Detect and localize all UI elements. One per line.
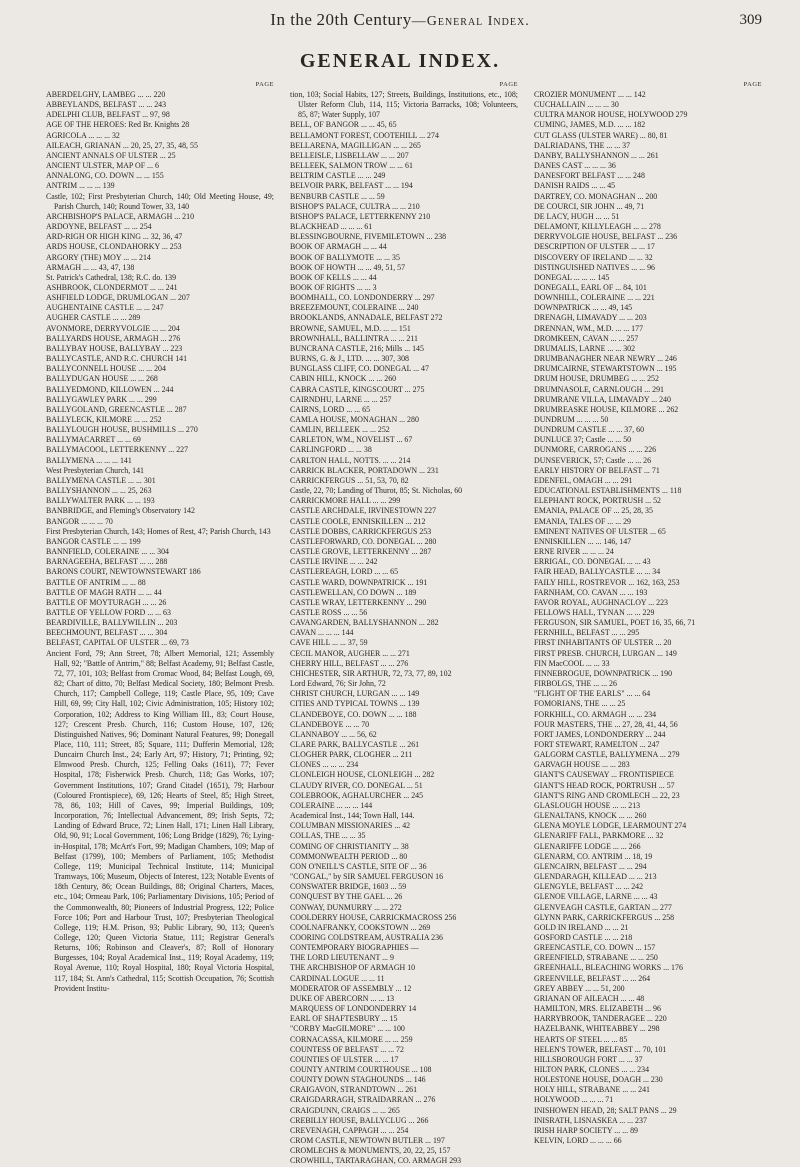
index-entry: ENNISKILLEN ... ... 146, 147 — [534, 536, 632, 546]
index-entry: BALLYWALTER PARK ... ... 193 — [46, 496, 155, 506]
index-entry: DRUM HOUSE, DRUMBEG ... ... 252 — [534, 374, 659, 384]
index-entry: FIRST PRESB. CHURCH, LURGAN ... 149 — [534, 648, 677, 658]
index-entry: CLARE PARK, BALLYCASTLE ... 261 — [290, 740, 420, 749]
index-entry: CARLINGFORD ... ... 38 — [290, 445, 372, 455]
index-entry: CREBILLY HOUSE, BALLYCLUG ... 266 — [290, 1115, 429, 1125]
index-entry: CONTEMPORARY BIOGRAPHIES — — [290, 943, 419, 953]
index-entry: GLENA MOYLE LODGE, LEARMOUNT 274 — [534, 821, 687, 831]
index-entry: COMING OF CHRISTIANITY ... 38 — [290, 841, 409, 851]
index-entry: BALLYMENA CASTLE ... ... 301 — [46, 475, 156, 485]
index-entry: CAVE HILL ... ... 37, 59 — [290, 638, 368, 648]
index-entry: BLACKHEAD ... ... ... 61 — [290, 222, 373, 232]
index-entry: BANBRIDGE, and Fleming's Observatory 142 — [46, 506, 195, 516]
index-entry: GREENCASTLE, CO. DOWN ... 157 — [534, 943, 656, 953]
index-entry: BALLYGOLAND, GREENCASTLE ... 287 — [46, 404, 187, 414]
index-entry: ARDS HOUSE, CLONDAHORKY ... 253 — [46, 242, 182, 252]
index-entry: BUNGLASS CLIFF, CO. DONEGAL ... 47 — [290, 364, 429, 374]
index-entry: CASTLE COOLE, ENNISKILLEN ... 212 — [290, 516, 426, 526]
index-entry: CARLTON HALL, NOTTS. ... ... 214 — [290, 455, 411, 465]
index-entry: BALLYBAY HOUSE, BALLYBAY ... 223 — [46, 343, 183, 353]
index-entry: FORKHILL, CO. ARMAGH ... ... 234 — [534, 709, 657, 719]
index-entry: CASTLEREAGH, LORD ... ... 65 — [290, 567, 399, 577]
index-entry: ELEPHANT ROCK, PORTRUSH ... 52 — [534, 496, 661, 506]
index-entry: BELVOIR PARK, BELFAST ... ... 194 — [290, 181, 413, 191]
index-entry: CASTLE WARD, DOWNPATRICK ... 191 — [290, 577, 428, 587]
index-entry: GREENFIELD, STRABANE ... ... 250 — [534, 953, 658, 963]
index-entry: HOLESTONE HOUSE, DOAGH ... 230 — [534, 1075, 663, 1085]
index-entry: First Presbyterian Church, 143; Homes of Rest, 47; Parish Church, 143 — [46, 526, 271, 536]
index-entry: EMINENT NATIVES OF ULSTER ... 65 — [534, 526, 666, 536]
index-entry: ABERDELGHY, LAMBEG ... ... 220 — [46, 90, 166, 99]
index-entry: AUGHER CASTLE ... ... 289 — [46, 313, 141, 323]
index-entry: ARCHBISHOP'S PALACE, ARMAGH ... 210 — [46, 211, 195, 221]
index-entry: BROOKLANDS, ANNADALE, BELFAST 272 — [290, 313, 443, 323]
index-entry: DRENAGH, LIMAVADY ... ... 203 — [534, 313, 647, 323]
index-entry: CASTLE ROSS ... ... 56 — [290, 607, 368, 617]
index-entry: COLLAS, THE ... ... 35 — [290, 831, 366, 841]
running-title — [0, 10, 800, 30]
index-entry: CORNACASSA, KILMORE ... ... 259 — [290, 1034, 413, 1044]
index-entry: CAVAN ... ... ... 144 — [290, 628, 354, 638]
index-entry: CASTLEWELLAN, CO DOWN ... 189 — [290, 587, 417, 597]
index-entry: CARRICK BLACKER, PORTADOWN ... 231 — [290, 465, 439, 475]
index-entry: DROMKEEN, CAVAN ... ... 257 — [534, 333, 639, 343]
index-entry: DESCRIPTION OF ULSTER ... ... 17 — [534, 242, 655, 252]
running-title-prefix: In the — [270, 10, 313, 29]
index-column-1 — [46, 80, 274, 1080]
index-entry: ASHFIELD LODGE, DRUMLOGAN ... 207 — [46, 293, 190, 303]
index-entry: "FLIGHT OF THE EARLS" ... ... 64 — [534, 689, 651, 699]
index-entry: GLENALTANS, KNOCK ... ... 260 — [534, 811, 647, 821]
index-entry: HILLSBOROUGH FORT ... ... 37 — [534, 1054, 643, 1064]
index-entry: GLENGYLE, BELFAST ... ... 242 — [534, 882, 644, 892]
index-entry: BALLYLOUGH HOUSE, BUSHMILLS ... 270 — [46, 425, 198, 435]
index-entry: EARL OF SHAFTESBURY ... 15 — [290, 1014, 398, 1024]
index-entry: COUNTIES OF ULSTER ... ... 17 — [290, 1054, 399, 1064]
index-entry: GREY ABBEY ... ... 51, 200 — [534, 983, 625, 993]
index-entry: BALLYARDS HOUSE, ARMAGH ... 276 — [46, 333, 181, 343]
index-entry: FELLOWS HALL, TYNAN ... ... 229 — [534, 607, 655, 617]
index-entry: DUNLUCE 37; Castle ... ... 50 — [534, 435, 632, 445]
index-entry: DRUMALIS, LARNE ... ... 302 — [534, 343, 636, 353]
index-entry: DONEGALL, EARL OF ... 84, 101 — [534, 282, 647, 292]
index-entry: GIANT'S RING AND CROMLECH ... 22, 23 — [534, 790, 680, 800]
page-number: 309 — [739, 12, 762, 28]
index-entry: CASTLE DOBBS, CARRICKFERGUS 253 — [290, 526, 432, 536]
index-entry: HEARTS OF STEEL ... ... 85 — [534, 1034, 628, 1044]
index-entry: GIANT'S CAUSEWAY ... FRONTISPIECE — [534, 770, 674, 780]
index-entry: ASHBROOK, CLONDERMOT ... ... 241 — [46, 282, 178, 292]
index-entry: FERGUSON, SIR SAMUEL, POET 16, 35, 66, 71 — [534, 618, 696, 628]
index-entry: Ancient Ford, 79; Ann Street, 78; Albert Memorial, 121; Assembly Hall, 92; "Battle of Antrim," 88; Belfast Academy, 91; Belfast Castle, 72, 77, 101, 103; Belfast from Cromac Wood, 84; Belfast Lough, 69, 82; Chart of ditto, 70; Belfast Medical Society, 180; Belmont Presb. Church, 117; Campbell College, 119; Castle Place, 95, 109; Cave Hill, 69, 99; City Hall, 102; Civic Administration, 105; History 102; Corporation, 102; Address to King William III., 83; Court House, 127; Crescent Presb. Church, 116; Custom House, 107, 126; Distinguished Natives, 96; Dominant Natural Features, 99; Donegall Place, 110, 111; Street, 85; Square, 111; Dufferin Memorial, 128; Duncairn Church Inst., 24; Early Art, 97; History, 71; Printing, 92; Elmwood Presb. Church, 125; Felling Oaks (1611), 77; Fever Hospital, 178; Fisherwick Presb. Church, 118; Gas Works, 107; Government Institutions, 107; Grand Citadel (1651), 79; Harbour (Coloured Frontispiece), 69, 126; Hearts of Steel, 85; High Street, 78, 86, 103; Hill of Caves, 99; Imperial Buildings, 109; Incorporation, 76; Intellectual Advancement, 89; Irish Septs, 72; Landing of Edward Bruce, 72; Linen Hall, 171; Linen Hall Library, Old, 90, 91; Local Government, 106; Long Bridge (1829), 76; Lying-in-Hospital, 178; McArt's Fort, 99; Madigan Chambers, 109; Map of Belfast (1799), 100; Members of Parliament, 105; Methodist College, 119; Municipal Technical Institute, 114; Municipal Tramways, 106; Museum, Objects of Interest, 123; Notable Events of 18th Century, 86; Ocean Buildings, 88; Original Charters, Maces, etc., 104; Ormeau Park, 106; Parliamentary Divisions, 105; Period of the Commonwealth, 80; Pioneers of Industrial Progress, 122; Police Force 106; Port and Harbour Trust, 107; Presbyterian Theological College, 119; H.M. Prison, 93; Public Library, 90, 113; Queen's College, 120; Queen Victoria Statue, 111; Registrar General's Returns, 106; Robinson and Cleaver's, 87; Roll of Honorary Burgesses, 104; Royal Academical Inst., 119; Royal Academy, 119; Royal Avenue, 110; Royal Hospital, 180; Royal Victoria Hospital, 117, 184; St. Ann's Cathedral, 115; Scottish Occupation, 76; Scottish Provident Institu- — [46, 648, 274, 993]
index-entry: COLERAINE ... ... ... 144 — [290, 800, 373, 810]
index-entry: BELLAMONT FOREST, COOTEHILL ... 274 — [290, 130, 439, 140]
index-entry: CLOGHER PARK, CLOGHER ... 211 — [290, 750, 413, 760]
index-entry: GLENARIFFE LODGE ... ... 266 — [534, 841, 641, 851]
index-entry: GREENVILLE, BELFAST ... ... 264 — [534, 973, 651, 983]
index-entry: Castle, 22, 70; Landing of Thurot, 85; St. Nicholas, 60 — [290, 486, 463, 496]
index-entry: CROM CASTLE, NEWTOWN BUTLER ... 197 — [290, 1136, 445, 1146]
index-entry: DARTREY, CO. MONAGHAN ... 200 — [534, 191, 658, 201]
index-entry: CHRIST CHURCH, LURGAN ... ... 149 — [290, 689, 420, 699]
index-entry: KELVIN, LORD ... ... ... 66 — [534, 1136, 622, 1146]
index-entry: BALLYCONNELL HOUSE ... ... 204 — [46, 364, 166, 374]
index-entry: "CORBY MacGILMORE" ... ... 100 — [290, 1024, 405, 1034]
index-entry: COLEBROOK, AGHALURCHER ... 245 — [290, 790, 424, 800]
index-entry: CUCHALLAIN ... ... ... 30 — [534, 100, 619, 110]
index-entry: DRENNAN, WM., M.D. ... ... 177 — [534, 323, 644, 333]
index-entry: BOOK OF HOWTH ... ... 49, 51, 57 — [290, 262, 406, 272]
index-entry: HOLYWOOD ... ... ... 71 — [534, 1095, 614, 1105]
index-entry: CECIL MANOR, AUGHER ... ... 271 — [290, 648, 410, 658]
index-entry: ERNE RIVER ... ... ... 24 — [534, 547, 614, 557]
index-entry: HAMILTON, MRS. ELIZABETH ... 96 — [534, 1004, 661, 1014]
index-entry: CHICHESTER, SIR ARTHUR, 72, 73, 77, 89, 102 — [290, 668, 452, 678]
column-3-page-header: PAGE — [743, 81, 762, 88]
index-entry: BROWNHALL, BALLINTRA ... ... 211 — [290, 333, 418, 343]
index-entry: DUNDRUM CASTLE ... ... 37, 60 — [534, 425, 645, 435]
index-entry: Castle, 102; First Presbyterian Church, 140; Old Meeting House, 49; Parish Church, 140; Round Tower, 33, 140 — [46, 191, 274, 211]
index-entry: CLANDEBOYE, CO. DOWN ... ... 188 — [290, 709, 417, 719]
index-entry: FORT JAMES, LONDONDERRY ... 244 — [534, 729, 666, 739]
index-entry: CARRICKMORE HALL ... ... 299 — [290, 496, 401, 506]
index-entry: FIN MacCOOL ... ... 33 — [534, 658, 610, 668]
index-entry: MODERATOR OF ASSEMBLY ... 12 — [290, 983, 412, 993]
index-entry: CREVENAGH, CAPPAGH ... ... 254 — [290, 1125, 409, 1135]
index-entry: GRIANAN OF AILEACH ... ... 48 — [534, 993, 645, 1003]
index-entry: DUNDRUM ... ... ... 50 — [534, 415, 609, 424]
index-entry: BANNFIELD, COLERAINE ... ... 304 — [46, 547, 169, 557]
index-entry: EARLY HISTORY OF BELFAST ... 71 — [534, 465, 660, 475]
index-entry: FIRBOLGS, THE ... ... 26 — [534, 679, 617, 689]
index-entry: CASTLE IRVINE ... ... 242 — [290, 557, 378, 567]
index-entry: COOLNAFRANKY, COOKSTOWN ... 269 — [290, 922, 431, 932]
index-entry: THE ARCHBISHOP OF ARMAGH 10 — [290, 963, 416, 973]
index-entry: CLAUDY RIVER, CO. DONEGAL ... 51 — [290, 780, 423, 790]
index-entry: CHERRY HILL, BELFAST ... ... 276 — [290, 658, 409, 668]
index-entry: EMANIA, TALES OF ... ... 29 — [534, 516, 631, 526]
index-entry: DANES CAST ... ... ... 36 — [534, 161, 616, 171]
index-entry: BATTLE OF YELLOW FORD ... ... 63 — [46, 607, 171, 617]
index-entry: DOWNHILL, COLERAINE ... ... 221 — [534, 293, 655, 303]
index-entry: CAIRNS, LORD ... ... 65 — [290, 404, 371, 414]
index-entry: FERNHILL, BELFAST ... ... 295 — [534, 628, 640, 638]
index-entry: BALLYCASTLE, AND R.C. CHURCH 141 — [46, 354, 188, 364]
index-entry: BELLARENA, MAGILLIGAN ... ... 265 — [290, 140, 421, 150]
index-entry: AUGHENTAINE CASTLE ... ... 247 — [46, 303, 164, 313]
index-entry: CARLETON, WM., NOVELIST ... 67 — [290, 435, 413, 445]
index-entry: GLENARIFF FALL, PARKMORE ... 32 — [534, 831, 664, 841]
index-entry: GLENOE VILLAGE, LARNE ... ... 43 — [534, 892, 658, 902]
index-entry: CONQUEST BY THE GAEL ... 26 — [290, 892, 403, 902]
index-entry: DERRYVOLGIE HOUSE, BELFAST ... 236 — [534, 232, 678, 242]
index-entry: BATTLE OF MAGH RATH ... ... 44 — [46, 587, 162, 597]
index-entry: INISHOWEN HEAD, 28; SALT PANS ... 29 — [534, 1105, 677, 1115]
index-entry: CLANNABOY ... ... 56, 62 — [290, 729, 377, 739]
index-entry: GLENVEAGH CASTLE, GARTAN ... 277 — [534, 902, 672, 912]
index-entry: BURNS, G. & J., LTD. ... ... 307, 308 — [290, 354, 409, 364]
index-entry: ARMAGH ... ... 43, 47, 138 — [46, 262, 135, 272]
index-entry: GREENHALL, BLEACHING WORKS ... 176 — [534, 963, 683, 973]
index-entry: DUNMORE, CARROGANS ... ... 226 — [534, 445, 657, 455]
index-entry: COLUMBAN MISSIONARIES ... 42 — [290, 821, 411, 831]
index-entry: CASTLE GROVE, LETTERKENNY ... 287 — [290, 547, 432, 557]
index-entry: BOOK OF RIGHTS ... ... 3 — [290, 282, 377, 292]
index-entry: DISTINGUISHED NATIVES ... ... 96 — [534, 262, 655, 272]
index-entry: CLONLEIGH HOUSE, CLONLEIGH ... 282 — [290, 770, 435, 780]
index-entry: DUNSEVERICK, 57; Castle ... ... 26 — [534, 455, 652, 465]
index-entry: CONWAY, DUNMURRY ... ... 272 — [290, 902, 402, 912]
index-entry: GOLD IN IRELAND ... ... 21 — [534, 922, 629, 932]
index-entry: CAIRNDHU, LARNE ... ... 257 — [290, 394, 392, 404]
index-entry: AVONMORE, DERRYVOLGIE ... ... 204 — [46, 323, 180, 333]
running-title-suffix: —General Index. — [411, 14, 530, 29]
index-entry: BUNCRANA CASTLE, 216; Mills ... 145 — [290, 343, 424, 353]
index-entry: CROWHILL, TARTARAGHAN, CO. ARMAGH 293 — [290, 1156, 462, 1166]
index-entry: DRUMBANAGHER NEAR NEWRY ... 246 — [534, 354, 677, 364]
index-entry: DRUMRANE VILLA, LIMAVADY ... 240 — [534, 394, 671, 404]
index-entry: CITIES AND TYPICAL TOWNS ... 139 — [290, 699, 420, 709]
index-entry: DUKE OF ABERCORN ... ... 13 — [290, 993, 395, 1003]
index-entry: CROMLECHS & MONUMENTS, 20, 22, 25, 157 — [290, 1146, 451, 1156]
index-entry: BELFAST, CAPITAL OF ULSTER ... 69, 73 — [46, 638, 189, 648]
index-entry: GLENDARAGH, KILLEAD ... ... 213 — [534, 872, 657, 882]
index-entry: BISHOP'S PALACE, LETTERKENNY 210 — [290, 211, 431, 221]
index-column-3 — [534, 80, 762, 1146]
index-entry: BOOK OF ARMAGH ... ... 44 — [290, 242, 387, 252]
index-entry: BALLYGAWLEY PARK ... ... 299 — [46, 394, 157, 404]
index-entry: ANTRIM ... ... ... 139 — [46, 181, 115, 191]
index-entry: CLANDEBOYE ... ... 70 — [290, 719, 370, 729]
index-entry: ANCIENT ULSTER, MAP OF ... 6 — [46, 161, 159, 171]
index-entry: ANNALONG, CO. DOWN ... ... 155 — [46, 171, 164, 181]
index-entry: ABBEYLANDS, BELFAST ... ... 243 — [46, 100, 167, 110]
index-entry: DRUMNASOLE, CARNLOUGH ... 291 — [534, 384, 664, 394]
index-entry: BEARDIVILLE, BALLYWILLIN ... 203 — [46, 618, 178, 628]
index-entry: "CONGAL," by SIR SAMUEL FERGUSON 16 — [290, 872, 444, 882]
index-entry: BREEZEMOUNT, COLERAINE ... 240 — [290, 303, 419, 313]
index-entry: IRISH HARP SOCIETY ... ... 89 — [534, 1125, 638, 1135]
index-entry: DRUMREASKE HOUSE, KILMORE ... 262 — [534, 404, 679, 414]
index-entry: GLASLOUGH HOUSE ... ... 213 — [534, 800, 641, 810]
index-entry: COORING COLDSTREAM, AUSTRALIA 236 — [290, 932, 443, 942]
index-entry: INISRATH, LISNASKEA ... ... 237 — [534, 1115, 647, 1125]
index-entry: GOSFORD CASTLE ... ... 218 — [534, 932, 633, 942]
index-column-2 — [290, 80, 518, 1166]
index-entry: BARNAGEEHA, BELFAST ... ... 288 — [46, 557, 168, 567]
index-entry: BANGOR ... ... ... 70 — [46, 516, 113, 526]
index-entry: COUNTY DOWN STAGHOUNDS ... 146 — [290, 1075, 426, 1085]
index-entry: BALLYLECK, KILMORE ... ... 252 — [46, 415, 162, 424]
index-entry: BALLYMENA ... ... ... 141 — [46, 455, 132, 465]
index-entry: DISCOVERY OF IRELAND ... ... 32 — [534, 252, 653, 262]
index-entry: HILTON PARK, CLONES ... ... 234 — [534, 1065, 650, 1074]
index-entry: CROZIER MONUMENT ... ... 142 — [534, 90, 646, 99]
index-entry: GLENCAIRN, BELFAST ... ... 294 — [534, 861, 647, 871]
index-entry: GALGORM CASTLE, BALLYMENA ... 279 — [534, 750, 680, 760]
index-entry: MARQUESS OF LONDONDERRY 14 — [290, 1004, 417, 1014]
index-entry: CARDINAL LOGUE ... ... 11 — [290, 973, 385, 983]
index-entry: ANCIENT ANNALS OF ULSTER ... 25 — [46, 150, 176, 160]
index-entry: DE COURCI, SIR JOHN ... 49, 71 — [534, 201, 645, 211]
index-entry: CASTLE WRAY, LETTERKENNY ... 290 — [290, 597, 427, 607]
index-entry: CABRA CASTLE, KINGSCOURT ... 275 — [290, 384, 425, 394]
index-entry: CLONES ... ... ... 234 — [290, 760, 359, 770]
index-entry: GLENARM, CO. ANTRIM ... 18, 19 — [534, 851, 653, 861]
index-entry: BEECHMOUNT, BELFAST ... ... 304 — [46, 628, 168, 638]
index-entry: EDUCATIONAL ESTABLISHMENTS ... 118 — [534, 486, 682, 496]
index-entry: DOWNPATRICK ... ... 49, 145 — [534, 303, 633, 313]
index-entry: BANGOR CASTLE ... ... 199 — [46, 536, 141, 546]
index-entry: AILEACH, GRIANAN ... 20, 25, 27, 35, 48, 55 — [46, 140, 198, 150]
index-entry: CRAIGAVON, STRANDTOWN ... 261 — [290, 1085, 418, 1095]
index-entry: FOMORIANS, THE ... ... 25 — [534, 699, 626, 709]
index-columns — [46, 80, 762, 1166]
index-entry: BALLYMACARRET ... ... 69 — [46, 435, 141, 445]
index-entry: BOOK OF BALLYMOTE ... ... 35 — [290, 252, 400, 262]
index-entry: CABIN HILL, KNOCK ... ... 260 — [290, 374, 397, 384]
index-entry: DALRIADANS, THE ... ... 37 — [534, 140, 631, 150]
index-entry: CASTLE ARCHDALE, IRVINESTOWN 227 — [290, 506, 437, 516]
index-entry: AGRICOLA ... ... ... 32 — [46, 130, 120, 140]
index-entry: HARRYBROOK, TANDERAGEE ... 220 — [534, 1014, 667, 1024]
index-entry: CARRICKFERGUS ... 51, 53, 70, 82 — [290, 475, 409, 485]
index-entry: BATTLE OF MOYTURAGH ... ... 26 — [46, 597, 167, 607]
index-entry: COUNTESS OF BELFAST ... ... 72 — [290, 1044, 404, 1054]
index-entry: ERRIGAL, CO. DONEGAL ... ... 43 — [534, 557, 651, 567]
index-entry: GLYNN PARK, CARRICKFERGUS ... 258 — [534, 912, 675, 922]
index-entry: BOOMHALL, CO. LONDONDERRY ... 297 — [290, 293, 435, 303]
index-entry: DELAMONT, KILLYLEAGH ... ... 278 — [534, 222, 661, 232]
index-entry: St. Patrick's Cathedral, 138; R.C. do. 139 — [46, 272, 177, 282]
index-entry: HOLY HILL, STRABANE ... ... 241 — [534, 1085, 650, 1095]
index-entry: BATTLE OF ANTRIM ... ... 88 — [46, 577, 146, 587]
index-entry: DONEGAL ... ... ... 145 — [534, 272, 610, 282]
index-entry: BLESSINGBOURNE, FIVEMILETOWN ... 238 — [290, 232, 447, 242]
index-entry: FOUR MASTERS, THE ... 27, 28, 41, 44, 56 — [534, 719, 678, 729]
index-entry: FAVOR ROYAL, AUGHNACLOY ... 223 — [534, 597, 669, 607]
index-title: GENERAL INDEX. — [299, 50, 501, 72]
index-entry: West Presbyterian Church, 141 — [46, 465, 144, 475]
index-entry: THE LORD LIEUTENANT ... 9 — [290, 953, 394, 963]
index-entry: CRAIGDARRAGH, STRAIDARRAN ... 276 — [290, 1095, 436, 1105]
index-entry: CAMLA HOUSE, MONAGHAN ... 280 — [290, 415, 419, 424]
index-entry: HELEN'S TOWER, BELFAST ... 70, 101 — [534, 1044, 667, 1054]
index-entry: BISHOP'S PALACE, CULTRA ... ... 210 — [290, 201, 420, 211]
index-entry: BALLYDUGAN HOUSE ... ... 268 — [46, 374, 158, 384]
index-entry: HAZELBANK, WHITEABBEY ... 298 — [534, 1024, 660, 1034]
index-entry: GIANT'S HEAD ROCK, PORTRUSH ... 57 — [534, 780, 675, 790]
index-entry: EDENFEL, OMAGH ... ... 291 — [534, 475, 633, 485]
index-entry: BROWNE, SAMUEL, M.D. ... ... 151 — [290, 323, 411, 333]
index-entry: BOOK OF KELLS ... ... 44 — [290, 272, 377, 282]
index-entry: Lord Edward, 76; Sir John, 72 — [290, 679, 386, 689]
index-entry: FARNHAM, CO. CAVAN ... ... 193 — [534, 587, 648, 597]
column-1-page-header: PAGE — [255, 81, 274, 88]
index-entry: BARONS COURT, NEWTOWNSTEWART 186 — [46, 567, 201, 577]
index-entry: DANESFORT BELFAST ... ... 248 — [534, 171, 645, 181]
index-entry: COMMONWEALTH PERIOD ... 80 — [290, 851, 408, 861]
index-entry: COUNTY ANTRIM COURTHOUSE ... 108 — [290, 1065, 432, 1074]
index-entry: CONSWATER BRIDGE, 1603 ... 59 — [290, 882, 407, 892]
index-entry: Academical Inst., 144; Town Hall, 144. — [290, 811, 415, 821]
index-entry: FAILY HILL, ROSTREVOR ... 162, 163, 253 — [534, 577, 680, 587]
index-entry: BELTRIM CASTLE ... ... 249 — [290, 171, 386, 181]
index-entry: CUMING, JAMES, M.D. ... ... 182 — [534, 120, 646, 130]
index-entry: DE LACY, HUGH ... ... 51 — [534, 211, 620, 221]
column-2-page-header: PAGE — [499, 81, 518, 88]
index-entry: BELLEEK, SALMON TROW ... ... 61 — [290, 161, 413, 171]
index-entry: COOLDERRY HOUSE, CARRICKMACROSS 256 — [290, 912, 457, 922]
index-entry: GARVAGH HOUSE ... ... 283 — [534, 760, 630, 770]
index-entry: ARGORY (THE) MOY ... ... 214 — [46, 252, 151, 262]
index-entry: DANISH RAIDS ... ... 45 — [534, 181, 616, 191]
index-entry: BELL, OF BANGOR ... ... 45, 65 — [290, 120, 397, 130]
index-entry: FORT STEWART, RAMELTON ... 247 — [534, 740, 660, 749]
index-entry: BALLYMACOOL, LETTERKENNY ... 227 — [46, 445, 189, 455]
running-header — [0, 0, 800, 40]
index-entry: FIRST INHABITANTS OF ULSTER ... 20 — [534, 638, 672, 648]
index-entry: ARD-RIGH OR HIGH KING ... 32, 36, 47 — [46, 232, 183, 242]
index-entry: CAMLIN, BELLEEK ... ... 252 — [290, 425, 390, 435]
index-entry: EMANIA, PALACE OF ... 25, 28, 35 — [534, 506, 653, 516]
index-entry: ARDOYNE, BELFAST ... ... 254 — [46, 222, 152, 232]
index-entry: tion, 103; Social Habits, 127; Streets, Buildings, Institutions, etc., 108; Ulster Reform Club, 114, 115; Victoria Barracks, 108; Volunteers, 85, 87; Water Supply, 107 — [290, 90, 518, 120]
index-entry: CRAIGDUNN, CRAIGS ... ... 265 — [290, 1105, 400, 1115]
index-entry: AGE OF THE HEROES: Red Br. Knights 28 — [46, 120, 190, 130]
index-entry: BALLYEDMOND, KILLOWEN ... 244 — [46, 384, 174, 394]
index-entry: CAVANGARDEN, BALLYSHANNON ... 282 — [290, 618, 439, 628]
index-entry: CUT GLASS (ULSTER WARE) ... 80, 81 — [534, 130, 668, 140]
index-entry: CON O'NEILL'S CASTLE, SITE OF ... 36 — [290, 861, 427, 871]
index-entry: DANBY, BALLYSHANNON ... ... 261 — [534, 150, 659, 160]
index-entry: BALLYSHANNON ... ... 25, 263 — [46, 486, 152, 496]
index-entry: FINNEBROGUE, DOWNPATRICK ... 190 — [534, 668, 673, 678]
running-title-emphasis: 20th Century — [316, 10, 412, 29]
index-entry: DRUMCAIRNE, STEWARTSTOWN ... 195 — [534, 364, 677, 374]
index-entry: FAIR HEAD, BALLYCASTLE ... ... 34 — [534, 567, 661, 577]
index-entry: ADELPHI CLUB, BELFAST ... 97, 98 — [46, 110, 170, 120]
index-entry: CASTLEFORWARD, CO. DONEGAL ... 280 — [290, 536, 437, 546]
index-entry: BELLEISLE, LISBELLAW ... ... 207 — [290, 150, 409, 160]
index-entry: CULTRA MANOR HOUSE, HOLYWOOD 279 — [534, 110, 688, 120]
index-entry: BENBURB CASTLE ... ... 59 — [290, 191, 385, 201]
